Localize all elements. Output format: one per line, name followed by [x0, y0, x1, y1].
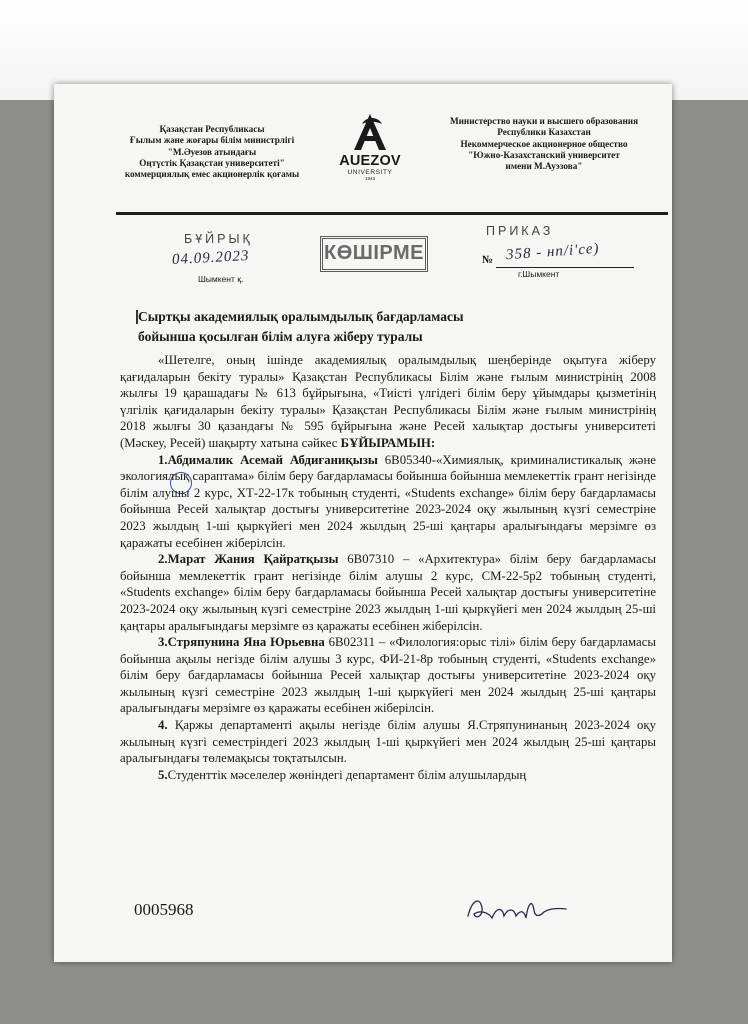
- order-item: [120, 717, 656, 767]
- title-line: Сыртқы академиялық оралымдылық бағдарламасы: [138, 309, 464, 324]
- item-name: 5.: [158, 767, 168, 782]
- header-left-line: Оңтүстік Қазақстан университеті": [139, 157, 285, 168]
- title-line: бойынша қосылған білім алуға жіберу туралы: [138, 329, 423, 344]
- university-logo: [330, 112, 410, 181]
- item-text: Студенттік мәселелер жөніндегі департамент білім алушылардың: [167, 767, 527, 782]
- item-name: 2.Марат Жания Қайратқызы: [158, 552, 339, 567]
- order-label-russian: ПРИКАЗ: [486, 224, 554, 238]
- logo-name: AUEZOV: [339, 153, 401, 169]
- document-title: [138, 307, 608, 347]
- signature: [462, 890, 572, 935]
- copy-stamp: КӨШІРМЕ: [320, 236, 428, 272]
- logo-year: 1943: [364, 176, 375, 181]
- order-item: [120, 452, 656, 552]
- header-divider: [116, 212, 668, 215]
- header-right-line: Республики Казахстан: [497, 127, 591, 138]
- header-right-line: "Южно-Казахстанский университет: [468, 149, 620, 160]
- intro-paragraph: [120, 352, 656, 452]
- city-kazakh: Шымкент қ.: [198, 274, 244, 284]
- header-right-russian: [426, 116, 662, 172]
- header-left-line: Қазақстан Республикасы: [159, 124, 265, 134]
- document-page: [54, 84, 672, 962]
- item-text: 6В07310 – «Архитектура» білім беру бағдарламасы бойынша мемлекеттік грант негізінде білім алушы 2 курс, СМ-22-5р2 тобының студенті, «Students exchange» білім беру бағдарламасы бойынша Ресей халықтар достығы университетіне 2023-2024 оқу жылының күзгі семестріне 2023 жылдың 1-ші қыркүйегі мен 2024 жылдың 25-ші қаңтары аралығындағы мерзімге өз қаражаты есебінен жіберілсін.: [120, 552, 657, 633]
- header-right-line: Министерство науки и высшего образования: [449, 116, 639, 126]
- header-left-line: Ғылым және жоғары білім министрлігі: [129, 135, 295, 146]
- signature-icon: [462, 890, 572, 930]
- order-number: 358 - нп/і'се): [505, 240, 601, 264]
- item-name: 3.Стряпунина Яна Юрьевна: [158, 635, 325, 650]
- order-item: [120, 634, 656, 717]
- auezov-emblem-icon: [347, 112, 393, 152]
- item-name: 1.Абдималик Асемай Абдиғаниқызы: [158, 452, 378, 467]
- header-right-line: имени М.Ауэзова": [505, 161, 583, 172]
- number-sign: №: [482, 254, 494, 266]
- order-date: 04.09.2023: [171, 247, 250, 269]
- header-left-line: "М.Әуезов атындағы: [167, 146, 257, 157]
- city-russian: г.Шымкент: [518, 269, 560, 279]
- decree-word: БҰЙЫРАМЫН:: [340, 435, 436, 450]
- intro-text: «Шетелге, оның ішінде академиялық оралымдылық шеңберінде оқытуға жіберу қағидаларын бекіту туралы» Қазақстан Республикасы Білім және ғылым министрінің 2008 жылғы 19 қарашадағы № 613 бұйрығына, «Тиісті үлгідегі білім беру ұйымдары қызметінің үлгілік қағидаларын бекіту туралы» Қазақстан Республикасы Білім және ғылым министрінің 2018 жылғы 30 қазандағы № 595 бұйрығына және Ресей халықтар достығы университеті (Мәскеу, Ресей) шақырту хатына сәйкес: [120, 353, 656, 450]
- order-label-kazakh: БҰЙРЫҚ: [184, 232, 253, 246]
- logo-subtitle: UNIVERSITY: [347, 169, 393, 176]
- item-name: 4.: [158, 718, 168, 733]
- header-left-line: коммерциялық емес акционерлік қоғамы: [124, 169, 300, 180]
- document-body: [120, 352, 656, 783]
- number-underline: [496, 267, 634, 268]
- header-right-line: Некоммерческое акционерное общество: [460, 138, 628, 149]
- document-serial-number: 0005968: [134, 900, 194, 919]
- item-text: 6В02311 – «Филология:орыс тілі» білім беру бағдарламасы бойынша ақылы негізде білім алушы 3 курс, ФИ-21-8р тобының студенті, «Students exchange» білім беру бағдарламасы бойынша Ресей халықтар достығы университетіне 2023-2024 оқу жылының күзгі семестріне 2023 жылдың 1-ші қыркүйегі мен 2024 жылдың 25-ші қаңтары аралығындағы мерзімге өз қаражаты есебінен жіберілсін.: [120, 635, 656, 716]
- order-item: [120, 767, 656, 784]
- header-left-kazakh: [112, 124, 312, 180]
- item-text: Қаржы департаменті ақылы негізде білім алушы Я.Стряпунинаның 2023-2024 оқу жылының күзгі семестріндегі 2023 жылдың 1-ші қыркүйегі мен 2024 жылдың 25-ші қаңтары аралығындағы төлемақысы тоқтатылсын.: [120, 718, 656, 766]
- item-text: 6В05340-«Химиялық, криминалистикалық және экологиялық сараптама» білім беру бағдарламасы бойынша бойынша мемлекеттік грант негізінде білім алушы 2 курс, ХТ-22-17к тобының студенті, «Students exchange» білім беру бағдарламасы бойынша Ресей халықтар достығы университетіне 2023-2024 оқу жылының күзгі семестріне 2023 жылдың 1-ші қыркүйегі мен 2024 жылдың 25-ші қаңтары аралығындағы мерзімге өз қаражаты есебінен жіберілсін.: [120, 452, 656, 550]
- order-item: [120, 551, 656, 634]
